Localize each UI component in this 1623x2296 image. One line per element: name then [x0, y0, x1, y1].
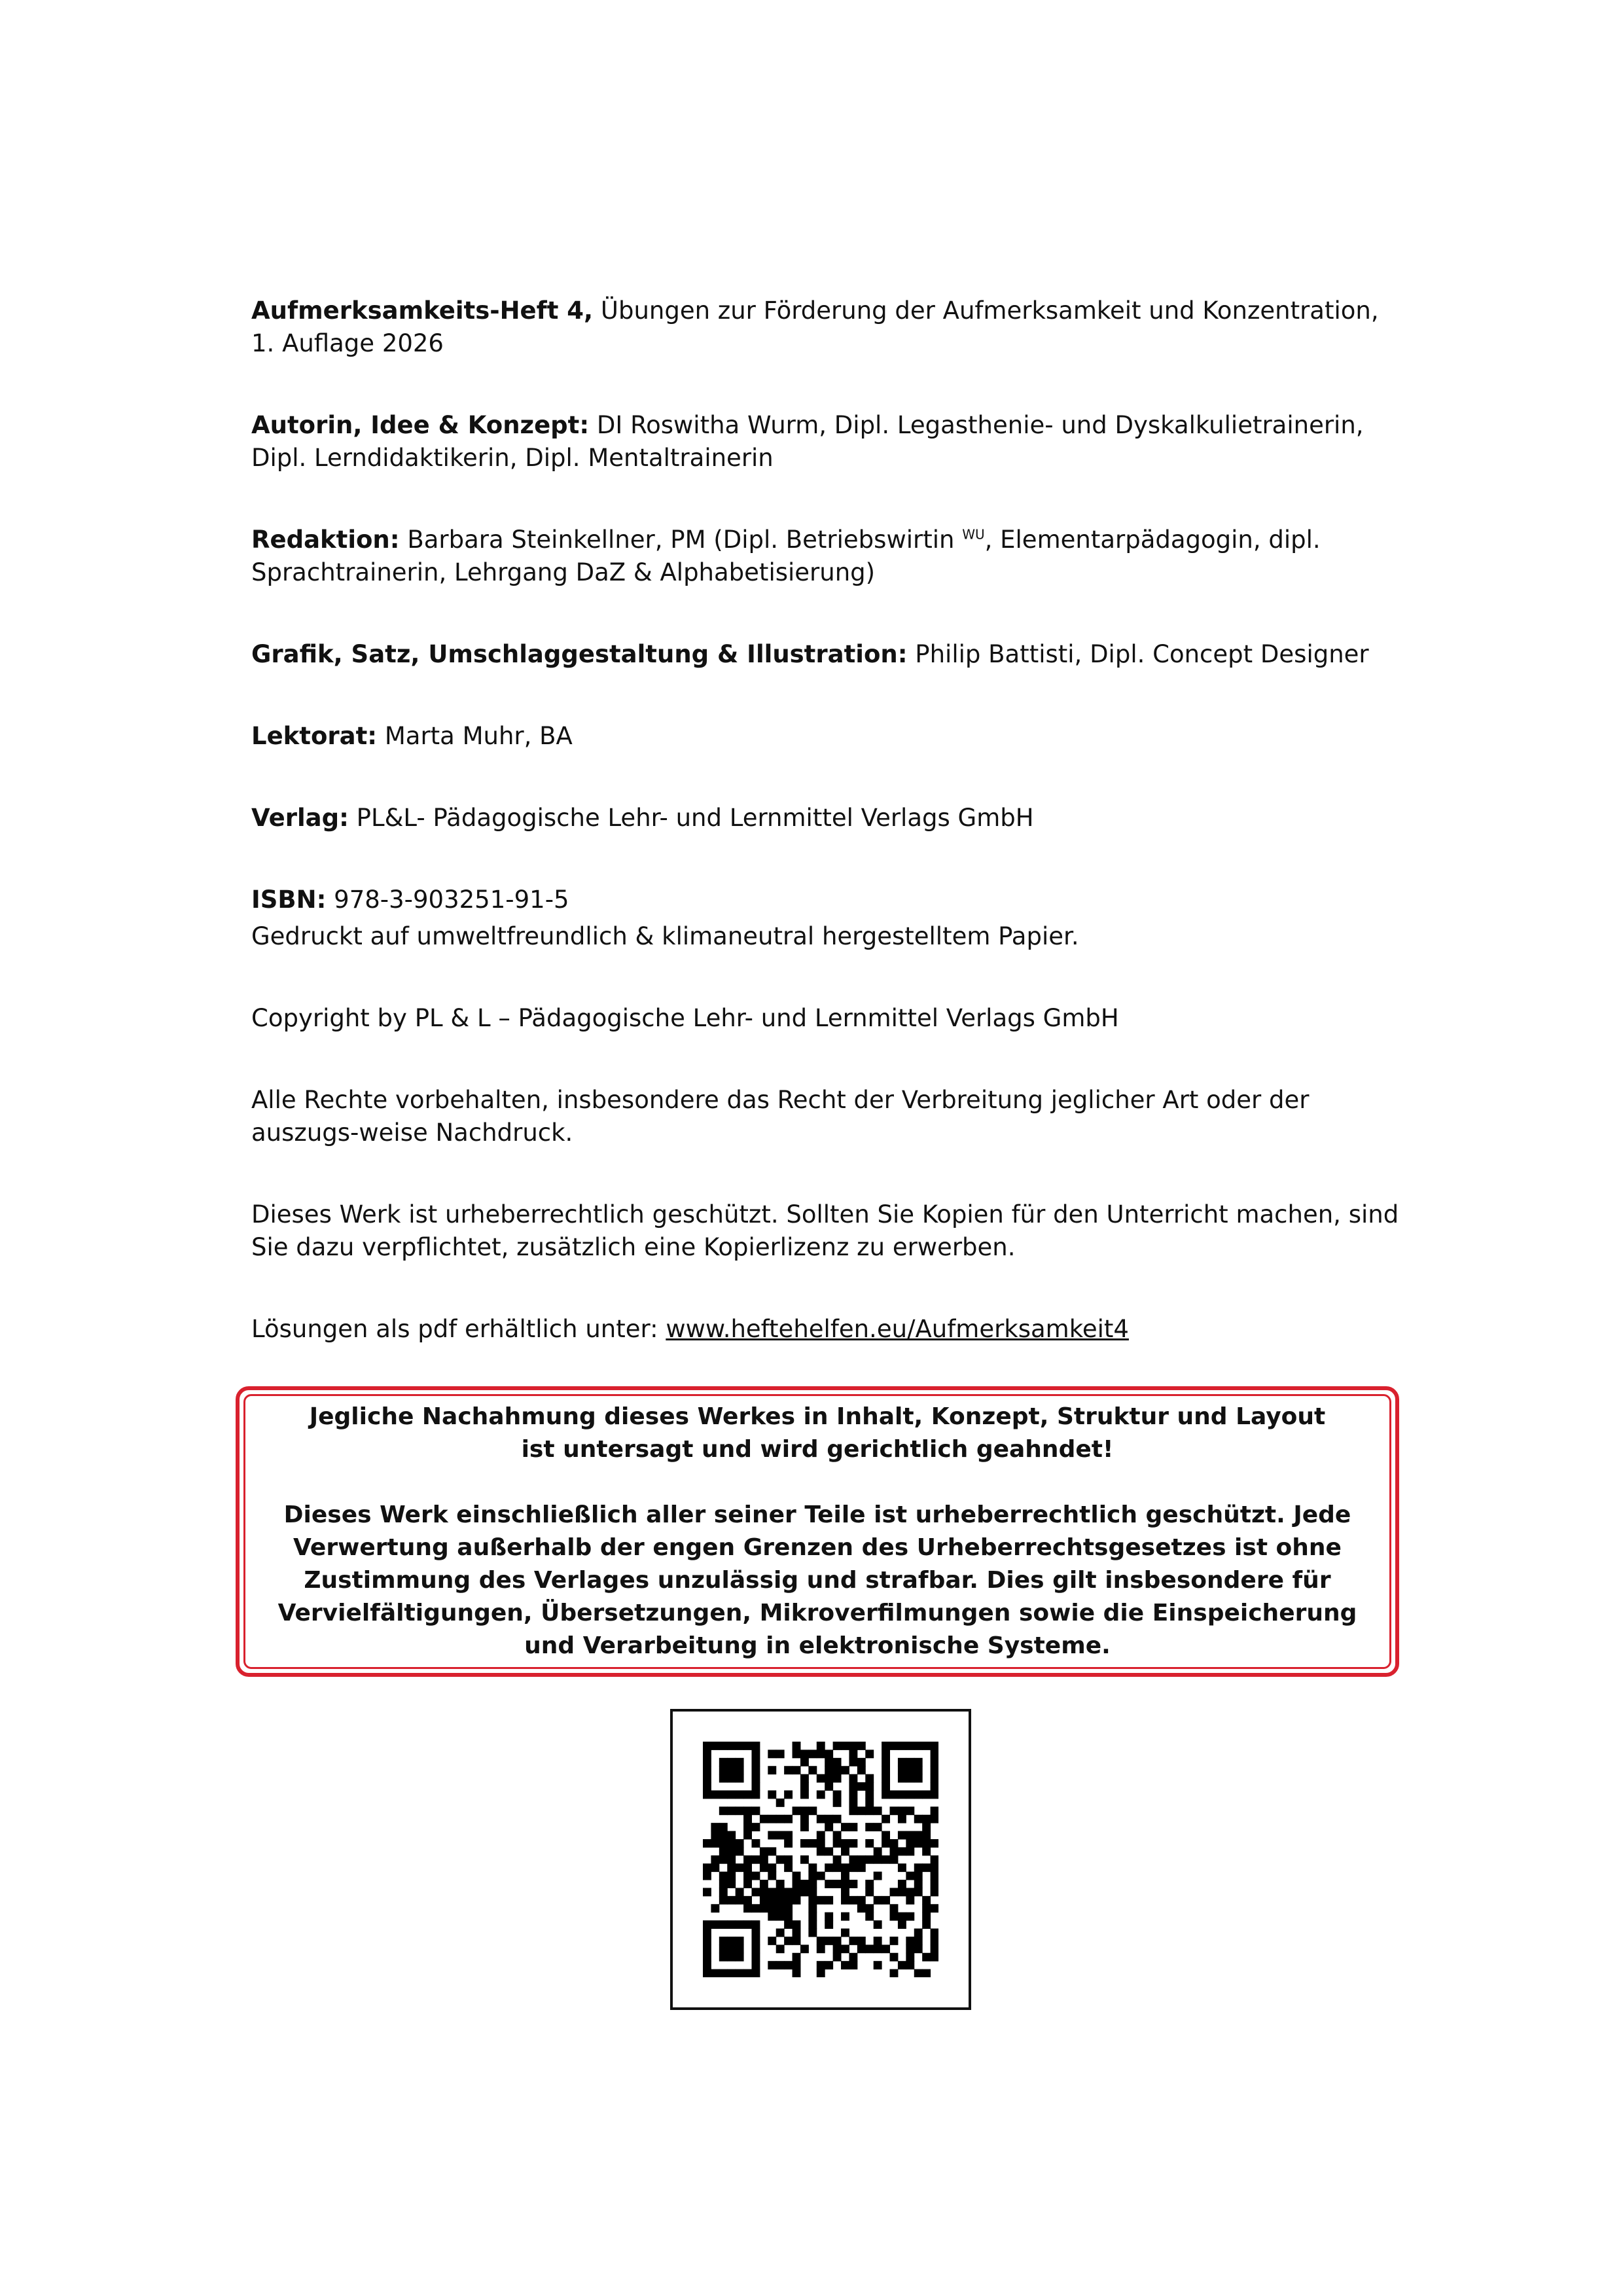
imprint-proofreading-label: Lektorat:: [251, 722, 378, 750]
imprint-publisher-label: Verlag:: [251, 804, 349, 832]
imprint-author-label: Autorin, Idee & Konzept:: [251, 411, 590, 439]
imprint-title-text: Übungen zur Förderung der Aufmerksamkeit und Konzentration,: [593, 296, 1379, 325]
imprint-printed: Gedruckt auf umweltfreundlich & klimaneutral hergestelltem Papier.: [251, 922, 1079, 950]
imprint-isbn-text: 978-3-903251-91-5: [326, 886, 569, 914]
imprint-editor-text: Barbara Steinkellner, PM (Dipl. Betriebswirtin: [399, 526, 963, 554]
imprint-solutions: [251, 1313, 1403, 1346]
qr-code-icon[interactable]: [703, 1742, 938, 1977]
imprint-design: [251, 638, 1403, 671]
imprint-design-text: Philip Battisti, Dipl. Concept Designer: [907, 640, 1369, 668]
imprint-author: [251, 409, 1403, 475]
imprint-proofreading-text: Marta Muhr, BA: [377, 722, 573, 750]
legal-notice-line1: Jegliche Nachahmung dieses Werkes in Inhalt, Konzept, Struktur und Layout: [309, 1403, 1326, 1430]
imprint-author-text: DI Roswitha Wurm, Dipl. Legasthenie- und Dyskalkulietrainerin, Dipl. Lerndidaktikerin, Dipl. Mentaltrainerin: [251, 411, 1364, 472]
imprint-editor-label: Redaktion:: [251, 526, 400, 554]
imprint-editor-sup: WU: [962, 526, 985, 543]
imprint-title: [251, 295, 1403, 360]
legal-notice-box: [236, 1386, 1399, 1677]
imprint-editor: [251, 524, 1403, 589]
qr-code-frame: [670, 1709, 971, 2010]
imprint-design-label: Grafik, Satz, Umschlaggestaltung & Illustration:: [251, 640, 908, 668]
legal-notice-heading: [310, 1401, 1326, 1466]
imprint-proofreading: [251, 720, 1403, 753]
imprint-solutions-text: Lösungen als pdf erhältlich unter:: [251, 1315, 666, 1343]
imprint-copyright: Copyright by PL & L – Pädagogische Lehr- und Lernmittel Verlags GmbH: [251, 1004, 1119, 1032]
imprint-publisher-text: PL&L- Pädagogische Lehr- und Lernmittel Verlags GmbH: [348, 804, 1034, 832]
imprint-license: Dieses Werk ist urheberrechtlich geschützt. Sollten Sie Kopien für den Unterricht machen, sind Sie dazu verpflichtet, zusätzlich eine Kopierlizenz zu erwerben.: [251, 1200, 1399, 1261]
imprint-title-label: Aufmerksamkeits-Heft 4,: [251, 296, 594, 325]
legal-notice-inner: [243, 1394, 1391, 1669]
imprint-edition: 1. Auflage 2026: [251, 329, 444, 357]
imprint-isbn: [251, 884, 1403, 916]
legal-notice-body: Dieses Werk einschließlich aller seiner Teile ist urheberrechtlich geschützt. Jede Verwertung außerhalb der engen Grenzen des Urheberrechtsgesetzes ist ohne Zustimmung des Verlages unzulässig und strafbar. Dies gilt insbesondere für Vervielfältigungen, Übersetzungen, Mikroverfilmungen sowie die Einspeicherung und Verarbeitung in elektronische Systeme.: [277, 1501, 1357, 1659]
solutions-link[interactable]: www.heftehelfen.eu/Aufmerksamkeit4: [666, 1315, 1129, 1343]
legal-notice-line2: ist untersagt und wird gerichtlich geahndet!: [521, 1436, 1114, 1463]
imprint-rights: Alle Rechte vorbehalten, insbesondere das Recht der Verbreitung jeglicher Art oder der auszugs-weise Nachdruck.: [251, 1086, 1310, 1147]
imprint-publisher: [251, 802, 1403, 834]
imprint-block: [251, 295, 1403, 1395]
imprint-editor-text-after: , Elementarpädagogin, dipl. Sprachtrainerin, Lehrgang DaZ & Alphabetisierung): [251, 526, 1321, 586]
imprint-isbn-label: ISBN:: [251, 886, 327, 914]
